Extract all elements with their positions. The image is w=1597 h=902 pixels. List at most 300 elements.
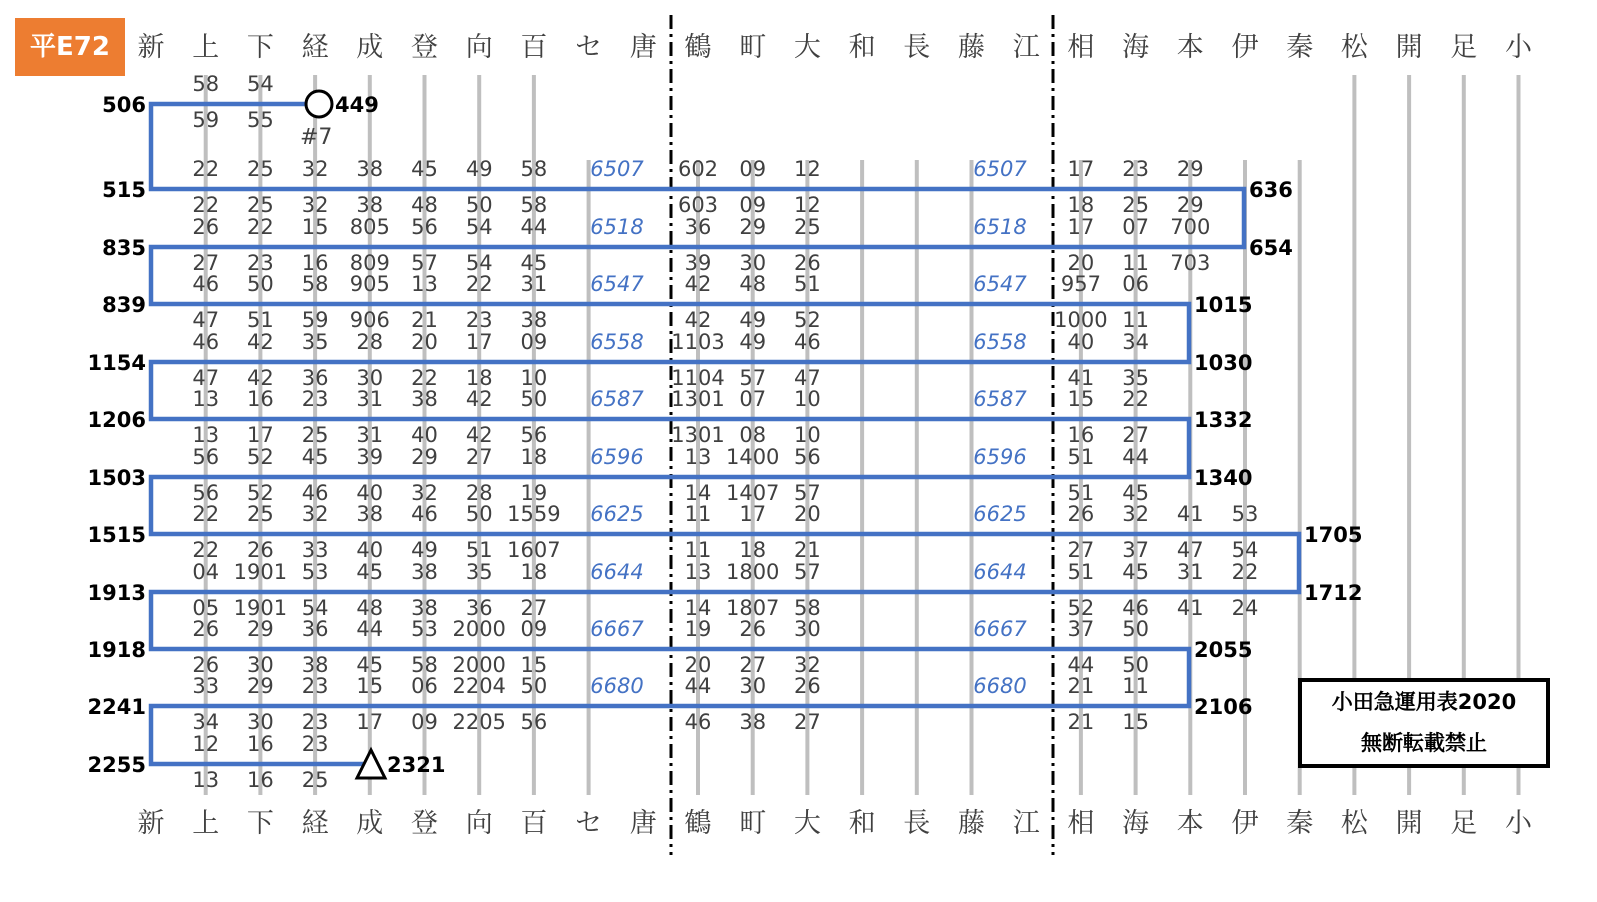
time-8-1-12: 58 [794, 596, 821, 620]
time-7-0-10: 11 [684, 502, 712, 526]
train-number-0-a: 6507 [590, 157, 644, 181]
time-11-1-3: 25 [301, 768, 329, 792]
time-5-0-5: 38 [411, 387, 438, 411]
station-top-7: 百 [520, 32, 548, 63]
right-time-1-b: 1030 [1194, 351, 1253, 375]
train-number-1-b: 6518 [973, 215, 1027, 239]
station-top-2: 下 [246, 32, 274, 63]
station-bottom-24: 足 [1450, 808, 1478, 839]
train-number-7-a: 6644 [590, 560, 644, 584]
time-7-0-5: 46 [411, 502, 438, 526]
time-9-1-6: 2000 [452, 653, 506, 677]
time-1-1-3: 32 [301, 193, 329, 217]
time-4-1-11: 57 [739, 366, 767, 390]
start-circle-icon [306, 91, 332, 117]
time-7-1-1: 22 [192, 538, 220, 562]
time-6-0-17: 51 [1067, 445, 1095, 469]
time-10-1-3: 23 [301, 710, 329, 734]
time-1-1-7: 58 [520, 193, 548, 217]
station-bottom-12: 大 [793, 808, 821, 839]
time-7-1-18: 37 [1122, 538, 1149, 562]
time-3-0-12: 51 [794, 272, 821, 296]
station-bottom-19: 本 [1176, 808, 1204, 839]
time-6-1-6: 28 [465, 481, 493, 505]
time-3-1-4: 906 [349, 308, 390, 332]
time-2-1-4: 809 [349, 251, 390, 275]
time-1-1-6: 50 [465, 193, 493, 217]
time-10-0-1: 33 [192, 674, 220, 698]
time-3-1-3: 59 [301, 308, 329, 332]
station-top-19: 本 [1176, 32, 1204, 63]
time-8-1-1: 05 [192, 596, 220, 620]
time-8-0-17: 51 [1067, 560, 1095, 584]
time-8-0-2: 1901 [233, 560, 288, 584]
time-3-0-1: 46 [192, 272, 220, 296]
time-8-1-18: 46 [1122, 596, 1149, 620]
time-4-0-7: 09 [520, 330, 548, 354]
time-2-1-19: 703 [1170, 251, 1211, 275]
time-8-0-4: 45 [356, 560, 384, 584]
station-top-3: 経 [301, 32, 329, 63]
time-8-1-6: 36 [465, 596, 493, 620]
station-bottom-21: 秦 [1286, 808, 1314, 839]
time-2-0-19: 700 [1170, 215, 1211, 239]
time-5-1-1: 13 [192, 423, 220, 447]
time-7-0-6: 50 [465, 502, 493, 526]
time-6-1-3: 46 [301, 481, 329, 505]
left-time-6: 1503 [87, 466, 146, 490]
time-10-1-7: 56 [520, 710, 548, 734]
time-8-0-1: 04 [192, 560, 220, 584]
train-number-8-b: 6667 [973, 617, 1027, 641]
time-6-1-1: 56 [192, 481, 220, 505]
time-1-0-7: 58 [520, 157, 548, 181]
time-4-1-10: 1104 [671, 366, 725, 390]
station-top-25: 小 [1505, 32, 1532, 63]
right-time-1-a: 1015 [1194, 293, 1253, 317]
time-7-1-7: 1607 [507, 538, 561, 562]
time-2-0-3: 15 [301, 215, 329, 239]
time-6-1-5: 32 [411, 481, 438, 505]
train-number-4-a: 6587 [590, 387, 644, 411]
time-9-0-5: 53 [411, 617, 438, 641]
time-9-1-17: 44 [1067, 653, 1095, 677]
station-bottom-4: 成 [356, 808, 384, 839]
train-number-3-a: 6558 [590, 330, 644, 354]
notice-line-1: 小田急運用表2020 [1331, 690, 1517, 714]
time-9-0-11: 26 [739, 617, 767, 641]
time-9-1-10: 20 [684, 653, 712, 677]
time-3-0-2: 50 [247, 272, 274, 296]
time-7-1-4: 40 [356, 538, 384, 562]
time-7-0-1: 22 [192, 502, 220, 526]
time-7-0-4: 38 [356, 502, 384, 526]
time-1-0-10: 602 [677, 157, 719, 181]
time-6-0-10: 13 [684, 445, 712, 469]
right-time-2-a: 1332 [1194, 408, 1253, 432]
time-1-1-10: 603 [677, 193, 719, 217]
station-bottom-8: セ [575, 808, 603, 839]
time-10-1-17: 21 [1067, 710, 1095, 734]
time-7-0-7: 1559 [507, 502, 561, 526]
station-bottom-18: 海 [1122, 808, 1150, 839]
time-4-1-2: 42 [247, 366, 274, 390]
time-2-0-12: 25 [794, 215, 821, 239]
time-10-1-10: 46 [684, 710, 712, 734]
left-time-0: 506 [102, 93, 146, 117]
time-8-1-17: 52 [1067, 596, 1095, 620]
station-bottom-11: 町 [739, 808, 767, 839]
notice-line-2: 無断転載禁止 [1361, 731, 1487, 755]
time-4-0-17: 40 [1067, 330, 1095, 354]
time-7-1-12: 21 [794, 538, 821, 562]
time-1-1-1: 22 [192, 193, 220, 217]
time-9-0-6: 2000 [452, 617, 506, 641]
time-1-0-4: 38 [356, 157, 384, 181]
train-number-9-b: 6680 [973, 674, 1027, 698]
time-9-0-10: 19 [684, 617, 712, 641]
time-1-1-12: 12 [794, 193, 821, 217]
train-number-6-a: 6625 [590, 502, 644, 526]
time-7-1-6: 51 [465, 538, 493, 562]
station-bottom-10: 鶴 [684, 808, 712, 839]
time-9-0-12: 30 [794, 617, 821, 641]
right-time-4-b: 2106 [1194, 695, 1253, 719]
time-1-0-11: 09 [739, 157, 767, 181]
time-4-1-3: 36 [301, 366, 329, 390]
station-bottom-15: 藤 [958, 808, 985, 839]
time-5-0-3: 23 [301, 387, 329, 411]
time-10-0-11: 30 [739, 674, 767, 698]
time-6-1-17: 51 [1067, 481, 1095, 505]
time-4-1-7: 10 [520, 366, 548, 390]
time-5-0-11: 07 [739, 387, 767, 411]
time-6-0-3: 45 [301, 445, 329, 469]
station-top-13: 和 [848, 32, 876, 63]
station-top-12: 大 [793, 32, 821, 63]
time-10-0-2: 29 [247, 674, 274, 698]
time-7-1-2: 26 [247, 538, 274, 562]
time-7-0-17: 26 [1067, 502, 1095, 526]
train-number-9-a: 6680 [590, 674, 644, 698]
time-3-0-17: 957 [1060, 272, 1101, 296]
station-bottom-14: 長 [903, 808, 931, 839]
time-8-0-11: 1800 [725, 560, 780, 584]
time-7-1-17: 27 [1067, 538, 1095, 562]
time-9-0-7: 09 [520, 617, 548, 641]
station-top-23: 開 [1395, 32, 1423, 63]
time-8-0-3: 53 [301, 560, 329, 584]
left-time-2: 835 [102, 236, 146, 260]
train-number-5-b: 6596 [973, 445, 1027, 469]
time-8-1-4: 48 [356, 596, 384, 620]
train-number-3-b: 6558 [973, 330, 1027, 354]
time-4-1-12: 47 [794, 366, 821, 390]
station-bottom-23: 開 [1395, 808, 1423, 839]
time-4-1-5: 22 [411, 366, 438, 390]
time-1-0-19: 29 [1176, 157, 1204, 181]
time-2-1-18: 11 [1122, 251, 1149, 275]
time-9-1-11: 27 [739, 653, 767, 677]
station-top-9: 唐 [629, 32, 657, 63]
time-6-0-4: 39 [356, 445, 384, 469]
time-2-1-12: 26 [794, 251, 821, 275]
time-2-0-5: 56 [411, 215, 438, 239]
endpoint-times [88, 93, 1363, 777]
time-3-1-7: 38 [520, 308, 548, 332]
station-bottom-3: 経 [301, 808, 329, 839]
time-9-0-17: 37 [1067, 617, 1095, 641]
time-4-0-5: 20 [411, 330, 438, 354]
time-2-0-17: 17 [1067, 215, 1095, 239]
station-top-15: 藤 [958, 32, 985, 63]
time-8-0-20: 22 [1231, 560, 1259, 584]
time-4-0-12: 46 [794, 330, 821, 354]
left-time-1: 515 [102, 178, 146, 202]
time-7-1-20: 54 [1231, 538, 1259, 562]
time-0-0-2: 54 [247, 72, 274, 96]
time-3-1-2: 51 [247, 308, 274, 332]
time-9-1-4: 45 [356, 653, 384, 677]
time-1-0-1: 22 [192, 157, 220, 181]
time-10-0-4: 15 [356, 674, 384, 698]
time-5-1-7: 56 [520, 423, 548, 447]
time-7-0-12: 20 [794, 502, 821, 526]
time-3-0-18: 06 [1122, 272, 1149, 296]
notice-box [1298, 678, 1550, 768]
time-1-0-18: 23 [1122, 157, 1149, 181]
time-8-0-19: 31 [1176, 560, 1204, 584]
time-3-1-1: 47 [192, 308, 220, 332]
time-11-0-2: 16 [247, 732, 274, 756]
time-9-1-1: 26 [192, 653, 220, 677]
station-top-4: 成 [356, 32, 384, 63]
station-top-8: セ [575, 32, 603, 63]
time-8-1-11: 1807 [725, 596, 780, 620]
time-3-0-4: 905 [349, 272, 390, 296]
time-5-1-11: 08 [739, 423, 767, 447]
time-4-1-17: 41 [1067, 366, 1095, 390]
time-5-1-18: 27 [1122, 423, 1149, 447]
time-9-1-18: 50 [1122, 653, 1149, 677]
time-5-0-2: 16 [247, 387, 274, 411]
right-time-0-a: 636 [1249, 178, 1293, 202]
time-3-1-5: 21 [411, 308, 438, 332]
time-5-0-6: 42 [465, 387, 493, 411]
station-top-1: 上 [192, 32, 220, 63]
train-number-5-a: 6596 [590, 445, 644, 469]
station-top-18: 海 [1122, 32, 1150, 63]
time-11-0-1: 12 [192, 732, 220, 756]
station-top-0: 新 [137, 32, 165, 63]
station-top-14: 長 [903, 32, 931, 63]
time-11-0-3: 23 [301, 732, 329, 756]
time-6-0-12: 56 [794, 445, 821, 469]
time-8-0-18: 45 [1122, 560, 1149, 584]
time-2-0-6: 54 [465, 215, 493, 239]
time-3-1-17: 1000 [1054, 308, 1108, 332]
time-3-1-18: 11 [1122, 308, 1149, 332]
time-10-0-10: 44 [684, 674, 712, 698]
time-6-1-7: 19 [520, 481, 548, 505]
time-8-1-19: 41 [1176, 596, 1204, 620]
station-bottom-16: 江 [1012, 808, 1040, 839]
time-2-1-5: 57 [411, 251, 438, 275]
time-10-1-12: 27 [794, 710, 821, 734]
time-7-1-3: 33 [301, 538, 329, 562]
station-top-17: 相 [1067, 32, 1095, 63]
start-note: #7 [300, 125, 333, 150]
time-5-1-17: 16 [1067, 423, 1095, 447]
left-time-3: 839 [102, 293, 146, 317]
time-3-0-5: 13 [411, 272, 438, 296]
time-8-0-7: 18 [520, 560, 548, 584]
time-4-0-4: 28 [356, 330, 384, 354]
left-time-10: 2241 [87, 695, 146, 719]
time-6-1-10: 14 [684, 481, 712, 505]
station-top-20: 伊 [1231, 32, 1259, 63]
train-number-2-a: 6547 [590, 272, 644, 296]
station-top-21: 秦 [1286, 32, 1314, 63]
time-5-1-3: 25 [301, 423, 329, 447]
time-10-0-3: 23 [301, 674, 329, 698]
time-5-1-4: 31 [356, 423, 384, 447]
time-5-1-12: 10 [794, 423, 821, 447]
time-6-1-2: 52 [247, 481, 274, 505]
time-0-1-2: 55 [247, 108, 274, 132]
time-9-1-7: 15 [520, 653, 548, 677]
time-4-1-4: 30 [356, 366, 384, 390]
left-time-9: 1918 [87, 638, 146, 662]
time-2-1-10: 39 [684, 251, 712, 275]
time-6-0-1: 56 [192, 445, 220, 469]
right-time-3-b: 1712 [1304, 581, 1363, 605]
station-bottom-13: 和 [848, 808, 876, 839]
time-5-1-10: 1301 [671, 423, 725, 447]
time-2-1-7: 45 [520, 251, 548, 275]
station-bottom-17: 相 [1067, 808, 1095, 839]
time-9-1-3: 38 [301, 653, 329, 677]
station-bottom-9: 唐 [629, 808, 657, 839]
train-number-7-b: 6644 [973, 560, 1027, 584]
station-top-11: 町 [739, 32, 767, 63]
time-10-1-4: 17 [356, 710, 384, 734]
time-5-0-12: 10 [794, 387, 821, 411]
end-time: 2321 [387, 753, 446, 777]
time-3-0-7: 31 [520, 272, 548, 296]
time-10-1-2: 30 [247, 710, 274, 734]
time-8-1-20: 24 [1231, 596, 1259, 620]
train-number-2-b: 6547 [973, 272, 1027, 296]
station-top-10: 鶴 [684, 32, 712, 63]
time-0-0-1: 58 [192, 72, 220, 96]
time-9-0-3: 36 [301, 617, 329, 641]
time-8-0-10: 13 [684, 560, 712, 584]
time-10-0-5: 06 [411, 674, 438, 698]
time-3-0-6: 22 [465, 272, 493, 296]
time-5-0-17: 15 [1067, 387, 1095, 411]
time-10-1-1: 34 [192, 710, 220, 734]
time-10-0-17: 21 [1067, 674, 1095, 698]
time-6-1-11: 1407 [725, 481, 780, 505]
time-3-0-3: 58 [301, 272, 329, 296]
time-3-1-12: 52 [794, 308, 821, 332]
time-4-0-18: 34 [1122, 330, 1149, 354]
station-bottom-7: 百 [520, 808, 548, 839]
time-3-0-10: 42 [684, 272, 712, 296]
time-1-1-4: 38 [356, 193, 384, 217]
time-5-0-18: 22 [1122, 387, 1149, 411]
time-10-0-12: 26 [794, 674, 821, 698]
time-9-0-4: 44 [356, 617, 384, 641]
time-11-1-2: 16 [247, 768, 274, 792]
time-5-0-1: 13 [192, 387, 220, 411]
time-2-1-2: 23 [247, 251, 274, 275]
train-number-1-a: 6518 [590, 215, 644, 239]
time-1-0-2: 25 [247, 157, 274, 181]
station-top-5: 登 [411, 32, 438, 63]
time-6-0-7: 18 [520, 445, 548, 469]
time-7-1-11: 18 [739, 538, 767, 562]
left-time-5: 1206 [87, 408, 146, 432]
time-4-0-2: 42 [247, 330, 274, 354]
time-4-1-1: 47 [192, 366, 220, 390]
time-5-0-7: 50 [520, 387, 548, 411]
time-4-1-6: 18 [465, 366, 493, 390]
time-4-0-3: 35 [301, 330, 329, 354]
time-6-0-11: 1400 [725, 445, 780, 469]
time-3-1-10: 42 [684, 308, 712, 332]
time-4-0-6: 17 [465, 330, 493, 354]
time-11-1-1: 13 [192, 768, 220, 792]
time-4-0-10: 1103 [671, 330, 725, 354]
time-10-0-18: 11 [1122, 674, 1149, 698]
time-2-1-1: 27 [192, 251, 220, 275]
right-time-0-b: 654 [1249, 236, 1293, 260]
time-7-1-19: 47 [1176, 538, 1204, 562]
time-1-1-17: 18 [1067, 193, 1095, 217]
station-bottom-20: 伊 [1231, 808, 1259, 839]
station-bottom-1: 上 [192, 808, 220, 839]
time-2-1-17: 20 [1067, 251, 1095, 275]
time-5-1-2: 17 [247, 423, 274, 447]
time-6-0-2: 52 [247, 445, 274, 469]
time-6-0-5: 29 [411, 445, 438, 469]
time-7-0-3: 32 [301, 502, 329, 526]
left-time-8: 1913 [87, 581, 146, 605]
time-4-0-1: 46 [192, 330, 220, 354]
right-time-2-b: 1340 [1194, 466, 1253, 490]
time-10-1-11: 38 [739, 710, 767, 734]
time-7-1-5: 49 [411, 538, 438, 562]
station-top-6: 向 [465, 32, 493, 63]
time-2-0-11: 29 [739, 215, 767, 239]
station-top-24: 足 [1450, 32, 1478, 63]
time-6-1-12: 57 [794, 481, 821, 505]
time-8-0-12: 57 [794, 560, 821, 584]
time-2-0-4: 805 [349, 215, 390, 239]
time-6-0-18: 44 [1122, 445, 1149, 469]
time-7-1-10: 11 [684, 538, 712, 562]
time-2-1-11: 30 [739, 251, 767, 275]
time-2-0-7: 44 [520, 215, 548, 239]
time-7-0-18: 32 [1122, 502, 1149, 526]
time-10-0-7: 50 [520, 674, 548, 698]
time-1-0-12: 12 [794, 157, 821, 181]
time-8-1-3: 54 [301, 596, 329, 620]
train-number-8-a: 6667 [590, 617, 644, 641]
time-8-0-6: 35 [465, 560, 493, 584]
